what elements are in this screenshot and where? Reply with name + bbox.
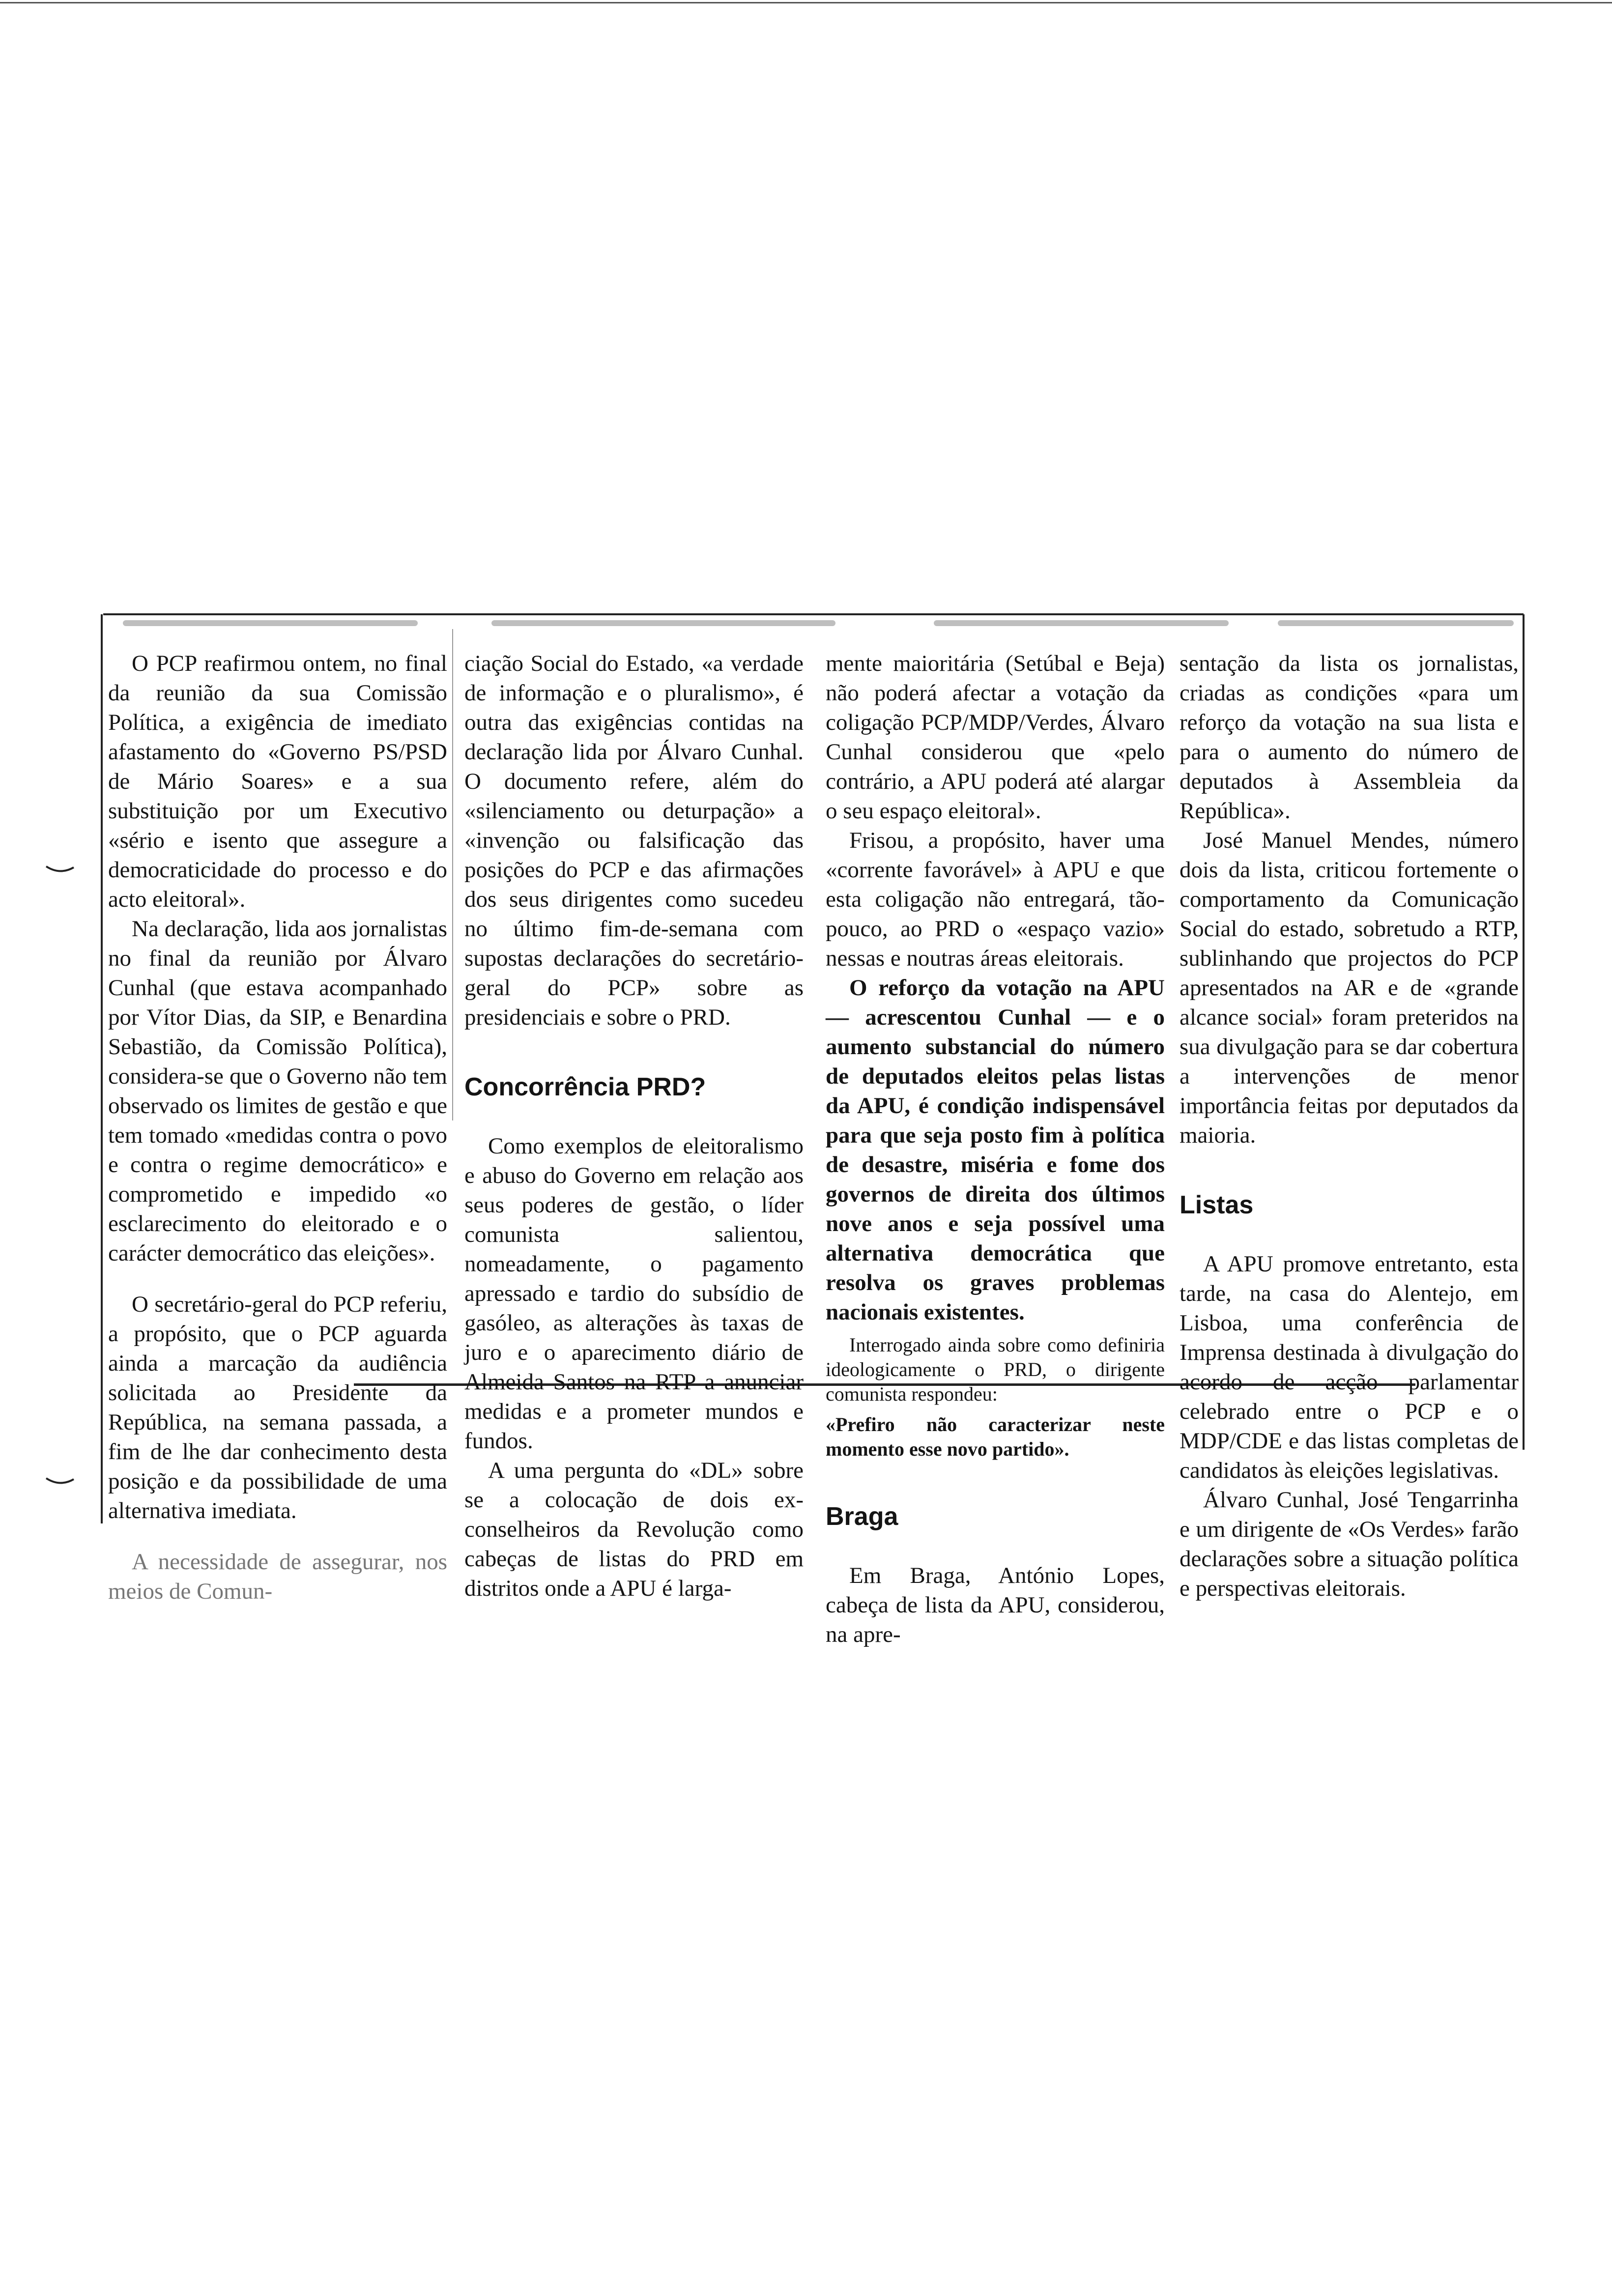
section-heading: Listas [1180,1191,1254,1219]
article-column-2 [464,649,804,1603]
scan-smudge [491,620,835,626]
article-paragraph: «Prefiro não caracterizar neste momento esse novo partido». [826,1413,1165,1460]
article-paragraph: Álvaro Cunhal, José Tengarrinha e um dirigente de «Os Verdes» farão declarações sobre a situação política e perspectivas eleitorais. [1180,1487,1519,1601]
article-paragraph: Frisou, a propósito, haver uma «corrente favorável» à APU e que esta coligação não entregará, tão-pouco, ao PRD o «espaço vazio» nessas e noutras áreas eleitorais. [826,828,1165,971]
article-paragraph: sentação da lista os jornalistas, criadas as condições «para um reforço da votação na sua lista e para o aumento do número de deputados à Assembleia da República». [1180,651,1519,824]
scan-smudge [1278,620,1514,626]
clipping-left-rule [101,614,103,1523]
binder-mark-icon [45,1474,75,1489]
article-paragraph: Na declaração, lida aos jornalistas no final da reunião por Álvaro Cunhal (que estava acompanhado por Vítor Dias, da SIP, e Benardina Sebastião, da Comissão Política), considera-se que o Governo não tem observado os limites de gestão e que tem tomado «medidas contra o povo e contra o regime democrático» e comprometido e impedido «o esclarecimento do eleitorado e o carácter democrático das eleições». [108,916,447,1266]
article-paragraph: O reforço da votação na APU — acrescentou Cunhal — e o aumento substancial do número de deputados eleitos pelas listas da APU, é condição indispensável para que seja posto fim à política de desastre, miséria e fome dos governos de direita dos últimos nove anos e seja possível uma alternativa democrática que resolva os graves problemas nacionais existentes. [826,975,1165,1325]
article-column-1 [108,649,447,1606]
scan-smudge [123,620,418,626]
article-column-3 [826,649,1165,1649]
article-paragraph: Em Braga, António Lopes, cabeça de lista da APU, considerou, na apre- [826,1563,1165,1647]
article-paragraph: ciação Social do Estado, «a verdade de informação e o pluralismo», é outra das exigências contidas na declaração lida por Álvaro Cunhal. O documento refere, além do «silenciamento ou deturpação» a «invenção ou falsificação das posições do PCP e das afirmações dos seus dirigentes como sucedeu no último fim-de-semana com supostas declarações do secretário-geral do PCP» sobre as presidenciais e sobre o PRD. [464,651,804,1030]
scan-smudge [934,620,1229,626]
article-paragraph: Interrogado ainda sobre como definiria ideologicamente o PRD, o dirigente comunista respondeu: [826,1334,1165,1405]
clipping-right-rule [1523,614,1525,1450]
article-paragraph: O PCP reafirmou ontem, no final da reunião da sua Comissão Política, a exigência de imediato afastamento do «Governo PS/PSD de Mário Soares» e a sua substituição por um Executivo «sério e isento que assegure a democraticidade do processo e do acto eleitoral». [108,651,447,912]
article-column-4 [1180,649,1519,1603]
article-paragraph: Como exemplos de eleitoralismo e abuso do Governo em relação aos seus poderes de gestão, o líder comunista salientou, nomeadamente, o pagamento apressado e tardio do subsídio de gasóleo, as alterações às taxas de juro e o aparecimento diário de Almeida Santos na RTP a anunciar medidas e a prometer mundos e fundos. [464,1133,804,1454]
section-heading: Concorrência PRD? [464,1073,706,1101]
article-paragraph: A uma pergunta do «DL» sobre se a colocação de dois ex-conselheiros da Revolução como cabeças de listas do PRD em distritos onde a APU é larga- [464,1458,804,1601]
section-heading: Braga [826,1502,898,1531]
page-top-rule [0,2,1612,3]
article-paragraph: mente maioritária (Setúbal e Beja) não poderá afectar a votação da coligação PCP/MDP/Verdes, Álvaro Cunhal considerou que «pelo contrário, a APU poderá até alargar o seu espaço eleitoral». [826,651,1165,824]
binder-mark-icon [45,862,75,877]
article-paragraph: A necessidade de assegurar, nos meios de Comun- [108,1549,447,1604]
article-paragraph: A APU promove entretanto, esta tarde, na casa do Alentejo, em Lisboa, uma conferência de Imprensa destinada à divulgação do acordo de acção parlamentar celebrado entre o PCP e o MDP/CDE e das listas completas de candidatos às eleições legislativas. [1180,1251,1519,1483]
clipping-top-rule [103,613,1524,615]
column-divider-1 [452,629,453,1120]
article-paragraph: José Manuel Mendes, número dois da lista, criticou fortemente o comportamento da Comunicação Social do estado, sobretudo a RTP, sublinhando que projectos do PCP apresentados na AR e de «grande alcance social» foram preteridos na sua divulgação para se dar cobertura a intervenções de menor importância feitas por deputados da maioria. [1180,828,1519,1148]
article-paragraph: O secretário-geral do PCP referiu, a propósito, que o PCP aguarda ainda a marcação da audiência solicitada ao Presidente da República, na semana passada, a fim de lhe dar conhecimento desta posição e da possibilidade de uma alternativa imediata. [108,1292,447,1523]
